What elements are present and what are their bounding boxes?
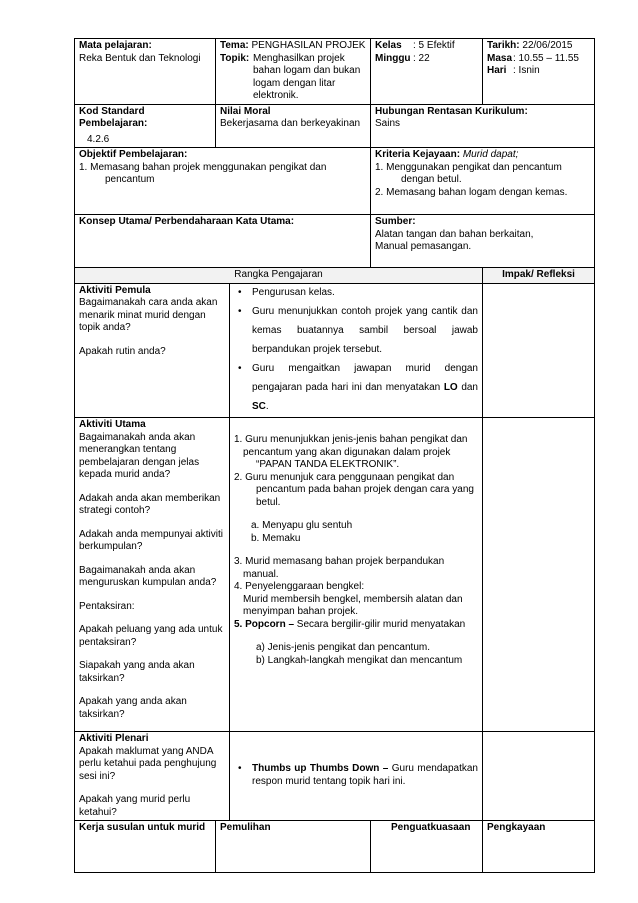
outline-title: Rangka Pengajaran <box>75 268 483 284</box>
objective-row <box>75 148 595 215</box>
success-criteria-2: 2. Memasang bahan logam dengan kemas. <box>375 186 568 198</box>
main-step-2b: b. Memaku <box>251 532 301 544</box>
enrichment-cell: Pengkayaan <box>483 821 595 873</box>
theme-cell <box>216 39 371 105</box>
plenary-questions-cell <box>75 732 230 821</box>
plenary-q2: Apakah yang murid perlu ketahui? <box>79 794 191 818</box>
time-label: Masa <box>487 52 513 64</box>
starter-step-2: • Guru menunjukkan contoh projek yang cantik dan kemas buatannya sambil bersoal jawab berpandukan projek tersebut. <box>252 302 478 359</box>
header-row <box>75 39 595 105</box>
standard-code-cell <box>75 104 216 148</box>
starter-step-3: • Guru mengaitkan jawapan murid dengan pengajaran pada hari ini dan menyatakan LO dan SC. <box>252 359 478 416</box>
moral-value-cell <box>216 104 371 148</box>
main-q2: Adakah anda akan memberikan strategi contoh? <box>79 492 221 516</box>
main-step-5a: a) Jenis-jenis pengikat dan pencantum. <box>256 642 430 653</box>
objective-item-1: 1. Memasang bahan projek menggunakan pengikat dan <box>79 161 327 173</box>
followup-work-cell: Kerja susulan untuk murid <box>75 821 216 873</box>
starter-activity-row <box>75 283 595 418</box>
main-step-2a: a. Menyapu glu sentuh <box>251 520 353 531</box>
followup-row <box>75 821 595 873</box>
main-step-4: 4. Penyelenggaraan bengkel: <box>234 581 365 592</box>
cross-curriculum-value: Sains <box>375 118 401 129</box>
main-activity-row <box>75 418 595 732</box>
cross-curriculum-cell <box>371 104 595 148</box>
standard-code-label-2: Pembelajaran: <box>79 118 148 129</box>
success-criteria-1: 1. Menggunakan pengikat dan pencantum <box>375 161 562 173</box>
main-q6: Apakah peluang yang ada untuk pentaksiran? <box>79 624 223 648</box>
lesson-plan-table <box>74 38 595 873</box>
class-cell <box>371 39 483 105</box>
theme-label: Tema: <box>220 40 249 51</box>
concept-cell <box>75 215 371 268</box>
concept-label: Konsep Utama/ Perbendaharaan Kata Utama: <box>79 216 295 227</box>
main-step-1: 1. Guru menunjukkan jenis-jenis bahan pengikat dan <box>234 434 468 445</box>
starter-steps-cell <box>230 283 483 418</box>
main-questions-cell <box>75 418 230 732</box>
day-value: : Isnin <box>513 65 540 76</box>
starter-questions-cell <box>75 283 230 418</box>
starter-title: Aktiviti Pemula <box>79 284 151 296</box>
starter-step-1: • Pengurusan kelas. <box>252 287 478 300</box>
resource-label: Sumber: <box>375 216 416 227</box>
concept-row <box>75 215 595 268</box>
main-q3: Adakah anda mempunyai aktiviti berkumpulan? <box>79 528 223 552</box>
outline-header-row <box>75 268 595 284</box>
success-criteria-cell <box>371 148 595 215</box>
remedial-cell: Pemulihan <box>216 821 371 873</box>
main-q4: Bagaimanakah anda akan menguruskan kumpulan anda? <box>79 564 217 588</box>
main-q5: Pentaksiran: <box>79 600 135 612</box>
starter-q1: Bagaimanakah cara anda akan menarik minat murid dengan topik anda? <box>79 297 218 333</box>
main-steps-cell: 1. Guru menunjukkan jenis-jenis bahan pengikat dan pencantum yang akan digunakan dalam projek “PAPAN TANDA ELEKTRONIK”. 2. Guru menunjuk cara penggunaan pengikat dan pencantum pada bahan projek dengan cara yang betul. a. Menyapu glu sentuh b. Memaku 3. Murid memasang bahan projek berpandukan manual. 4. Penyelenggaraan bengkel: Murid membersih bengkel, membersih alatan dan menyimpan bahan projek. 5. Popcorn – Secara bergilir-gilir murid menyatakan a) Jenis-jenis pengikat dan pencantum. b) Langkah-langkah mengikat dan mencantum <box>230 418 483 732</box>
starter-q2: Apakah rutin anda? <box>79 345 166 357</box>
week-label: Minggu <box>375 52 411 64</box>
cross-curriculum-label: Hubungan Rentasan Kurikulum: <box>375 105 528 117</box>
main-title: Aktiviti Utama <box>79 419 146 430</box>
main-step-3: 3. Murid memasang bahan projek berpandukan <box>234 556 445 567</box>
plenary-title: Aktiviti Plenari <box>79 733 149 744</box>
plenary-step-1: • Thumbs up Thumbs Down – Guru mendapatkan respon murid tentang topik hari ini. <box>252 763 478 788</box>
topic-label: Topik: <box>220 52 250 64</box>
class-value: : 5 Efektif <box>413 40 455 51</box>
class-label: Kelas <box>375 40 402 51</box>
plenary-reflection-cell <box>483 732 595 821</box>
objective-cell <box>75 148 371 215</box>
main-step-5b: b) Langkah-langkah mengikat dan mencantum <box>256 654 463 666</box>
success-criteria-1-cont: dengan betul. <box>401 174 462 185</box>
standard-code-value: 4.2.6 <box>87 133 110 145</box>
resource-cell <box>371 215 595 268</box>
plenary-steps-cell <box>230 732 483 821</box>
main-step-2: 2. Guru menunjuk cara penggunaan pengikat dan <box>234 471 455 483</box>
subject-value: Reka Bentuk dan Teknologi <box>79 52 201 64</box>
week-value: : 22 <box>413 52 430 64</box>
plenary-activity-row <box>75 732 595 821</box>
main-q7: Siapakah yang anda akan taksirkan? <box>79 660 195 684</box>
main-reflection-cell <box>483 418 595 732</box>
moral-value-text: Bekerjasama dan berkeyakinan <box>220 118 361 129</box>
moral-value-label: Nilai Moral <box>220 105 271 117</box>
date-value: 22/06/2015 <box>522 40 573 51</box>
date-cell <box>483 39 595 105</box>
reinforcement-cell: Penguatkuasaan <box>371 821 483 873</box>
resource-2: Manual pemasangan. <box>375 241 472 252</box>
time-value: : 10.55 – 11.55 <box>513 52 579 64</box>
success-criteria-sub: Murid dapat; <box>462 149 519 160</box>
starter-reflection-cell <box>483 283 595 418</box>
objective-label: Objektif Pembelajaran: <box>79 149 188 160</box>
standard-code-label-1: Kod Standard <box>79 105 145 117</box>
plenary-q1: Apakah maklumat yang ANDA perlu ketahui pada penghujung sesi ini? <box>79 745 217 782</box>
date-label: Tarikh: <box>487 40 520 51</box>
day-label: Hari <box>487 65 507 76</box>
main-step-5: 5. Popcorn – Secara bergilir-gilir murid menyatakan <box>234 618 466 630</box>
subject-cell <box>75 39 216 105</box>
main-q1: Bagaimanakah anda akan menerangkan tentang pembelajaran dengan jelas kepada murid anda? <box>79 431 200 480</box>
topic-value: Menghasilkan projek bahan logam dan bukan logam dengan litar elektronik. <box>253 52 361 101</box>
objective-item-1-cont: pencantum <box>105 174 155 185</box>
standard-row <box>75 104 595 148</box>
subject-label: Mata pelajaran: <box>79 40 152 51</box>
resource-1: Alatan tangan dan bahan berkaitan, <box>375 228 534 240</box>
main-q8: Apakah yang anda akan taksirkan? <box>79 696 187 720</box>
impact-title: Impak/ Refleksi <box>483 268 595 284</box>
theme-value: PENGHASILAN PROJEK <box>251 40 366 51</box>
success-criteria-label: Kriteria Kejayaan: <box>375 149 461 160</box>
